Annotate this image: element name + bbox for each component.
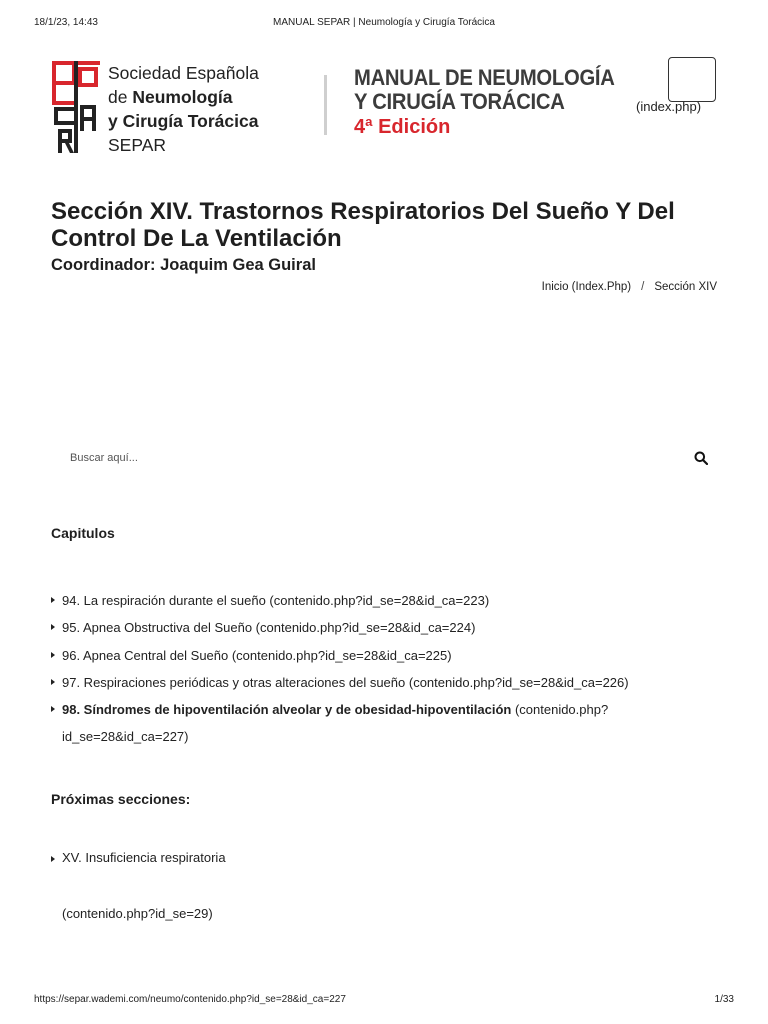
- manual-title[interactable]: [354, 66, 615, 114]
- print-page-title: MANUAL SEPAR | Neumología y Cirugía Torácica: [273, 17, 495, 28]
- menu-toggle-button[interactable]: [668, 57, 716, 102]
- chapter-link[interactable]: 96. Apnea Central del Sueño (contenido.php?id_se=28&id_ca=225): [62, 647, 452, 663]
- bullet-icon: [51, 597, 55, 603]
- chapter-item[interactable]: [51, 669, 691, 696]
- breadcrumb: [542, 281, 717, 293]
- next-section-item[interactable]: [51, 850, 226, 865]
- breadcrumb-current: Sección XIV: [654, 281, 717, 293]
- chapter-active-link-cont[interactable]: id_se=28&id_ca=227): [62, 729, 189, 745]
- manual-edition: 4ª Edición: [354, 116, 451, 138]
- logo-line-2-pre: de: [108, 87, 133, 107]
- print-datetime: 18/1/23, 14:43: [34, 17, 98, 28]
- logo-line-2-bold: Neumología: [132, 87, 233, 107]
- chapter-item[interactable]: [51, 614, 691, 641]
- chapter-item[interactable]: [51, 642, 691, 669]
- logo-line-1: Sociedad Española: [108, 63, 259, 83]
- chapter-list: [51, 587, 691, 751]
- manual-title-line-1: MANUAL DE NEUMOLOGÍA: [354, 65, 615, 90]
- chapter-link[interactable]: 97. Respiraciones periódicas y otras alteraciones del sueño (contenido.php?id_se=28&id_ca=226): [62, 674, 629, 690]
- bullet-icon: [51, 679, 55, 685]
- chapter-active-link[interactable]: (contenido.php?: [511, 702, 609, 718]
- breadcrumb-separator: /: [641, 281, 645, 293]
- logo-line-2: [108, 85, 259, 109]
- logo-line-3: y Cirugía Torácica: [108, 111, 259, 131]
- bullet-icon: [51, 706, 55, 712]
- chapter-link[interactable]: 94. La respiración durante el sueño (contenido.php?id_se=28&id_ca=223): [62, 593, 490, 608]
- next-section-label[interactable]: XV. Insuficiencia respiratoria: [62, 850, 226, 865]
- page-title: Sección XIV. Trastornos Respiratorios Del Sueño Y Del Control De La Ventilación: [51, 198, 675, 252]
- separ-logo-text[interactable]: [108, 61, 259, 157]
- print-page-number: 1/33: [714, 994, 734, 1005]
- chapters-heading: Capitulos: [51, 525, 115, 541]
- search-icon[interactable]: [694, 451, 708, 465]
- bullet-icon: [51, 652, 55, 658]
- header-divider: [324, 75, 327, 135]
- logo-line-4: SEPAR: [108, 135, 167, 155]
- coordinator: Coordinador: Joaquim Gea Guiral: [51, 256, 316, 274]
- chapter-item[interactable]: [51, 587, 691, 614]
- index-link[interactable]: (index.php): [636, 99, 702, 114]
- separ-logo-icon[interactable]: [52, 61, 100, 153]
- breadcrumb-home[interactable]: Inicio (Index.Php): [541, 281, 632, 293]
- chapter-link[interactable]: 95. Apnea Obstructiva del Sueño (contenido.php?id_se=28&id_ca=224): [62, 620, 476, 636]
- search-bar: [58, 444, 718, 472]
- chapter-active-title[interactable]: 98. Síndromes de hipoventilación alveolar y de obesidad-hipoventilación: [62, 702, 512, 718]
- search-input[interactable]: [58, 444, 670, 472]
- next-sections-heading: Próximas secciones:: [51, 791, 191, 807]
- print-url: https://separ.wademi.com/neumo/contenido.php?id_se=28&id_ca=227: [34, 994, 346, 1005]
- bullet-icon: [51, 624, 55, 630]
- chapter-item-active[interactable]: [51, 696, 691, 751]
- manual-title-line-2: Y CIRUGÍA TORÁCICA: [354, 89, 565, 114]
- bullet-icon: [51, 856, 55, 862]
- next-section-link[interactable]: (contenido.php?id_se=29): [62, 906, 213, 921]
